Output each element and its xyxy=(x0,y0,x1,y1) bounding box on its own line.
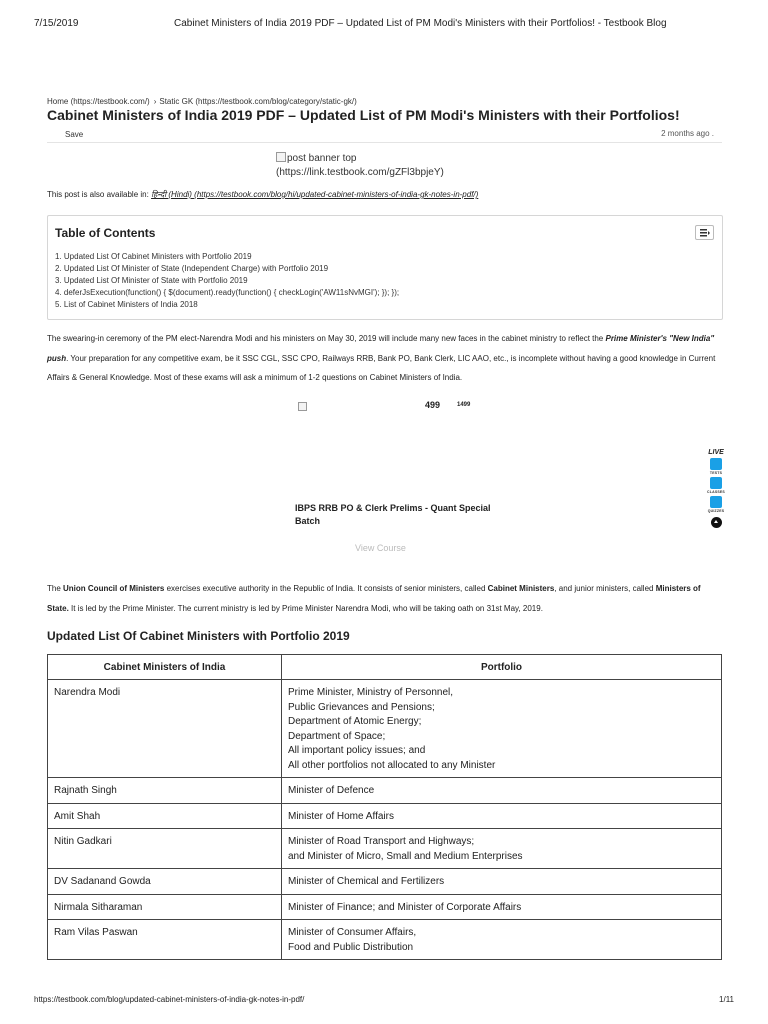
ministers-table xyxy=(47,654,722,960)
minister-name: Amit Shah xyxy=(48,803,282,829)
section-heading: Updated List Of Cabinet Ministers with Portfolio 2019 xyxy=(47,629,350,643)
portfolio-line: Department of Space; xyxy=(288,730,386,742)
post-banner[interactable] xyxy=(276,152,444,180)
toc-item[interactable]: 3. Updated List Of Minister of State with Portfolio 2019 xyxy=(55,276,248,285)
portfolio-line: Minister of Home Affairs xyxy=(288,810,394,822)
portfolio-cell xyxy=(282,778,722,804)
portfolio-cell xyxy=(282,869,722,895)
banner-link[interactable]: (https://link.testbook.com/gZFl3bpjeY) xyxy=(276,167,444,178)
save-button[interactable]: Save xyxy=(65,130,84,139)
portfolio-line: Minister of Finance; and Minister of Corporate Affairs xyxy=(288,901,522,913)
portfolio-cell xyxy=(282,829,722,869)
quizzes-label: QUIZZES xyxy=(707,509,725,513)
council-text-1: The xyxy=(47,584,64,593)
portfolio-cell xyxy=(282,894,722,920)
toc-item[interactable]: 2. Updated List Of Minister of State (Independent Charge) with Portfolio 2019 xyxy=(55,264,329,273)
portfolio-line: Prime Minister, Ministry of Personnel, xyxy=(288,687,454,698)
language-availability xyxy=(47,189,478,200)
council-bold-1: Union Council of Ministers xyxy=(63,584,165,593)
table-header-row xyxy=(48,655,722,680)
toc-item[interactable]: 1. Updated List Of Cabinet Ministers with Portfolio 2019 xyxy=(55,252,252,261)
print-document-title: Cabinet Ministers of India 2019 PDF – Updated List of PM Modi's Ministers with their Portfolios! - Testbook Blog xyxy=(174,18,667,29)
tests-link[interactable] xyxy=(704,458,728,475)
page-title: Cabinet Ministers of India 2019 PDF – Updated List of PM Modi's Ministers with their Portfolios! xyxy=(47,107,680,123)
header-portfolio: Portfolio xyxy=(282,655,722,680)
table-row xyxy=(48,920,722,960)
print-url: https://testbook.com/blog/updated-cabinet-ministers-of-india-gk-notes-in-pdf/ xyxy=(34,995,305,1004)
view-course-button[interactable]: View Course xyxy=(355,543,406,553)
minister-name: Ram Vilas Paswan xyxy=(48,920,282,960)
course-name: IBPS RRB PO & Clerk Prelims - Quant Special Batch xyxy=(295,503,491,526)
portfolio-line: and Minister of Micro, Small and Medium Enterprises xyxy=(288,850,523,862)
minister-name: Nitin Gadkari xyxy=(48,829,282,869)
minister-name: Rajnath Singh xyxy=(48,778,282,804)
table-row xyxy=(48,894,722,920)
portfolio-line: Minister of Consumer Affairs, xyxy=(288,927,417,938)
table-row xyxy=(48,680,722,778)
breadcrumb-home-link[interactable]: Home (https://testbook.com/) xyxy=(47,97,150,106)
minister-name: Nirmala Sitharaman xyxy=(48,894,282,920)
toc-list xyxy=(55,251,399,311)
header-ministers: Cabinet Ministers of India xyxy=(48,655,282,680)
portfolio-line: Public Grievances and Pensions; xyxy=(288,701,435,713)
toc-item[interactable]: 5. List of Cabinet Ministers of India 2018 xyxy=(55,300,198,309)
council-paragraph xyxy=(47,579,722,618)
breadcrumb xyxy=(47,97,357,106)
article-meta-bar xyxy=(47,125,722,143)
intro-text-2: . Your preparation for any competitive exam, be it SSC CGL, SSC CPO, Railways RRB, Bank PO, Bank Clerk, LIC AAO, etc., is incomplete without having a good knowledge in Current Affairs & General Knowledge. Most of these exams will ask a minimum of 1-2 questions on Cabinet Ministers of India. xyxy=(47,353,716,382)
portfolio-line: Minister of Chemical and Fertilizers xyxy=(288,876,445,887)
page-number: 1/11 xyxy=(719,995,734,1004)
portfolio-cell xyxy=(282,803,722,829)
course-original-price: 1499 xyxy=(457,402,471,408)
live-side-rail xyxy=(704,449,728,559)
broken-image-icon xyxy=(276,152,286,162)
portfolio-line: Food and Public Distribution xyxy=(288,941,414,953)
table-row xyxy=(48,803,722,829)
council-text-2: exercises executive authority in the Republic of India. It consists of senior ministers, called xyxy=(164,584,488,593)
classes-link[interactable] xyxy=(704,477,728,494)
council-bold-3: Ministers of State. xyxy=(47,584,701,613)
portfolio-cell xyxy=(282,920,722,960)
council-text-3: , and junior ministers, called xyxy=(554,584,656,593)
hindi-version-link[interactable]: हिन्दी (Hindi) (https://testbook.com/blog/hi/updated-cabinet-ministers-of-india-gk-notes-in-pdf/) xyxy=(151,190,479,199)
toc-item[interactable]: 4. deferJsExecution(function() { $(document).ready(function() { checkLogin('AW11sNvMGI'); }); }); xyxy=(55,288,400,297)
scroll-up-icon[interactable] xyxy=(711,517,722,528)
live-label: LIVE xyxy=(708,449,724,456)
classes-icon xyxy=(710,477,722,489)
council-text-4: It is led by the Prime Minister. The current ministry is led by Prime Minister Narendra Modi, who will be taking oath on 31st May, 2019. xyxy=(68,603,543,613)
breadcrumb-separator: › xyxy=(153,97,157,106)
print-header xyxy=(34,18,734,32)
course-image-placeholder-icon xyxy=(298,402,307,411)
minister-name: Narendra Modi xyxy=(48,680,282,778)
banner-alt-text: post banner top xyxy=(287,153,357,164)
portfolio-line: Minister of Road Transport and Highways; xyxy=(288,836,475,847)
trophy-icon xyxy=(710,496,722,508)
table-of-contents xyxy=(47,215,723,320)
tests-label: TESTS xyxy=(709,471,723,475)
table-row xyxy=(48,829,722,869)
portfolio-cell xyxy=(282,680,722,778)
course-card xyxy=(295,398,515,558)
toc-heading: Table of Contents xyxy=(55,226,156,240)
portfolio-line: Department of Atomic Energy; xyxy=(288,716,422,727)
toc-toggle-button[interactable] xyxy=(695,225,714,240)
list-icon xyxy=(700,229,710,237)
portfolio-line: All important policy issues; and xyxy=(288,745,426,756)
minister-name: DV Sadanand Gowda xyxy=(48,869,282,895)
intro-text-1: The swearing-in ceremony of the PM elect-Narendra Modi and his ministers on May 30, 2019 will include many new faces in the cabinet ministry to reflect the xyxy=(47,334,606,343)
print-date: 7/15/2019 xyxy=(34,18,79,29)
quizzes-link[interactable] xyxy=(704,496,728,513)
table-row xyxy=(48,869,722,895)
posted-time: 2 months ago . xyxy=(661,129,714,138)
portfolio-line: Minister of Defence xyxy=(288,785,375,796)
portfolio-line: All other portfolios not allocated to any Minister xyxy=(288,759,496,771)
table-row xyxy=(48,778,722,804)
intro-paragraph xyxy=(47,329,722,388)
course-price: 499 xyxy=(425,400,441,410)
classes-label: CLASSES xyxy=(707,490,725,494)
council-bold-2: Cabinet Ministers xyxy=(487,584,555,593)
availability-prefix: This post is also available in: xyxy=(47,190,152,199)
tests-icon xyxy=(710,458,722,470)
intro-emphasis: Prime Minister's "New India" push xyxy=(47,334,715,363)
breadcrumb-static-gk-link[interactable]: Static GK (https://testbook.com/blog/category/static-gk/) xyxy=(159,97,357,106)
